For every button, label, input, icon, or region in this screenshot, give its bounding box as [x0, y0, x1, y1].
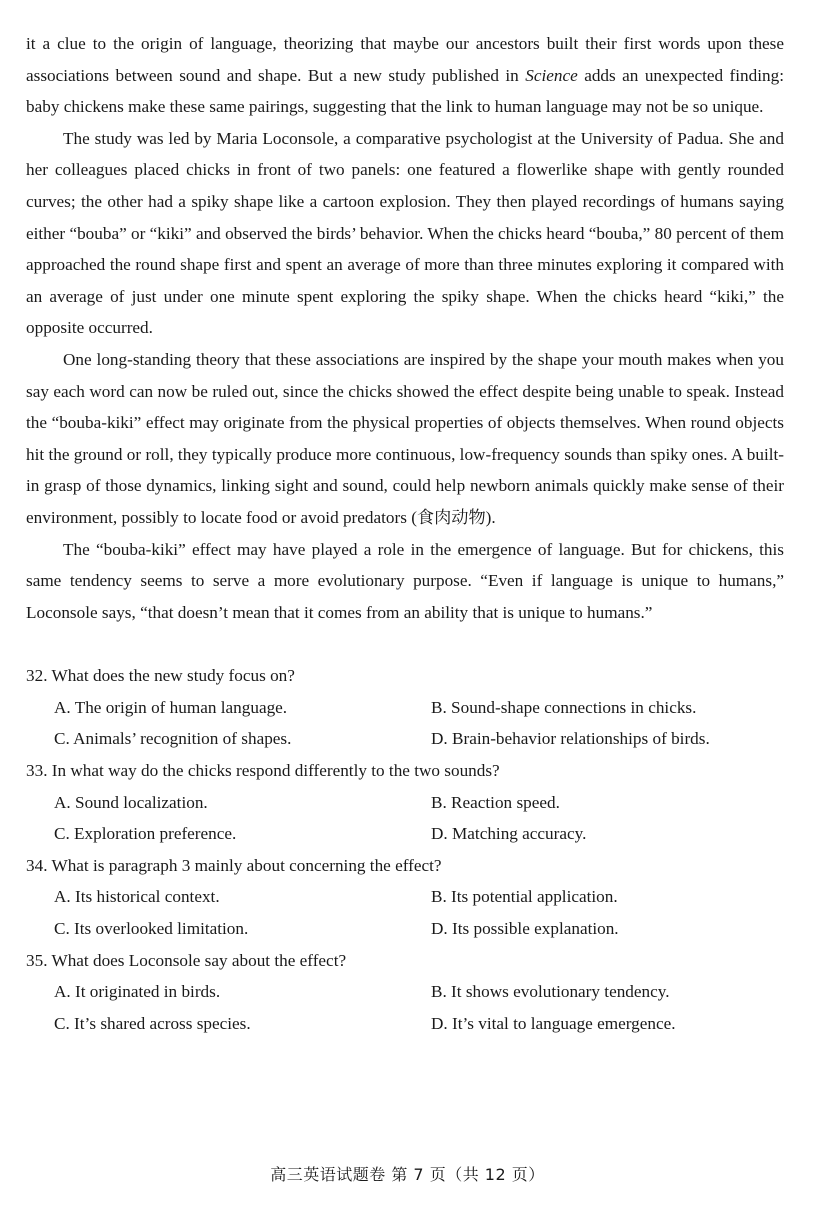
option-b: B. It shows evolutionary tendency. [431, 982, 670, 1002]
page-footer: 高三英语试题卷 第 7 页（共 12 页） [270, 1165, 545, 1184]
question-33 [26, 755, 784, 850]
passage-paragraph-0 [26, 28, 784, 123]
question-34 [26, 850, 784, 945]
option-a: A. It originated in birds. [54, 982, 221, 1002]
option-grid [26, 976, 784, 1039]
option-b: B. Sound-shape connections in chicks. [431, 697, 697, 717]
option-c: C. Its overlooked limitation. [54, 919, 249, 939]
question-list [26, 660, 784, 1039]
passage-text: adds an unexpected finding: baby chickens make these same pairings, suggesting that the link to human language may not be so unique. [26, 65, 784, 117]
option-c: C. Animals’ recognition of shapes. [54, 729, 292, 749]
option-grid [26, 692, 784, 755]
option-d: D. Matching accuracy. [431, 824, 587, 844]
question-stem: 32. What does the new study focus on? [26, 666, 295, 686]
option-b: B. Reaction speed. [431, 792, 560, 812]
exam-page [26, 28, 784, 1039]
passage-paragraph-2: One long-standing theory that these associations are inspired by the shape your mouth makes when you say each word can now be ruled out, since the chicks showed the effect despite being unable to speak. Instead the “bouba-kiki” effect may originate from the physical properties of objects themselves. When round objects hit the ground or roll, they typically produce more continuous, low-frequency sounds than spiky ones. A built-in grasp of those dynamics, linking sight and sound, could help newborn animals quickly make sense of their environment, possibly to locate food or avoid predators (食肉动物). [26, 349, 784, 527]
option-grid [26, 881, 784, 944]
question-stem: 34. What is paragraph 3 mainly about concerning the effect? [26, 855, 442, 875]
passage-paragraph-1: The study was led by Maria Loconsole, a comparative psychologist at the University of Padua. She and her colleagues placed chicks in front of two panels: one featured a flowerlike shape with gently rounded curves; the other had a spiky shape like a cartoon explosion. They then played recordings of humans saying either “bouba” or “kiki” and observed the birds’ behavior. When the chicks heard “bouba,” 80 percent of them approached the round shape first and spent an average of more than three minutes exploring it compared with an average of just under one minute spent exploring the spiky shape. When the chicks heard “kiki,” the opposite occurred. [26, 128, 784, 338]
option-c: C. It’s shared across species. [54, 1013, 251, 1033]
option-d: D. It’s vital to language emergence. [431, 1013, 676, 1033]
option-b: B. Its potential application. [431, 887, 618, 907]
option-a: A. Its historical context. [54, 887, 220, 907]
option-d: D. Brain-behavior relationships of birds. [431, 729, 710, 749]
question-35 [26, 945, 784, 1040]
passage-text: it a clue to the origin of language, theorizing that maybe our ancestors built their first words upon these associations between sound and shape. But a new study published in [26, 34, 784, 85]
journal-name: Science [525, 65, 578, 85]
question-stem: 35. What does Loconsole say about the effect? [26, 950, 347, 970]
option-a: A. The origin of human language. [54, 697, 288, 717]
passage-paragraph-3: The “bouba-kiki” effect may have played a role in the emergence of language. But for chickens, this same tendency seems to serve a more evolutionary purpose. “Even if language is unique to humans,” Loconsole says, “that doesn’t mean that it comes from an ability that is unique to humans.” [26, 539, 784, 622]
option-grid [26, 787, 784, 850]
question-32 [26, 660, 784, 755]
question-stem: 33. In what way do the chicks respond differently to the two sounds? [26, 761, 500, 781]
option-a: A. Sound localization. [54, 792, 208, 812]
option-c: C. Exploration preference. [54, 824, 237, 844]
option-d: D. Its possible explanation. [431, 919, 619, 939]
